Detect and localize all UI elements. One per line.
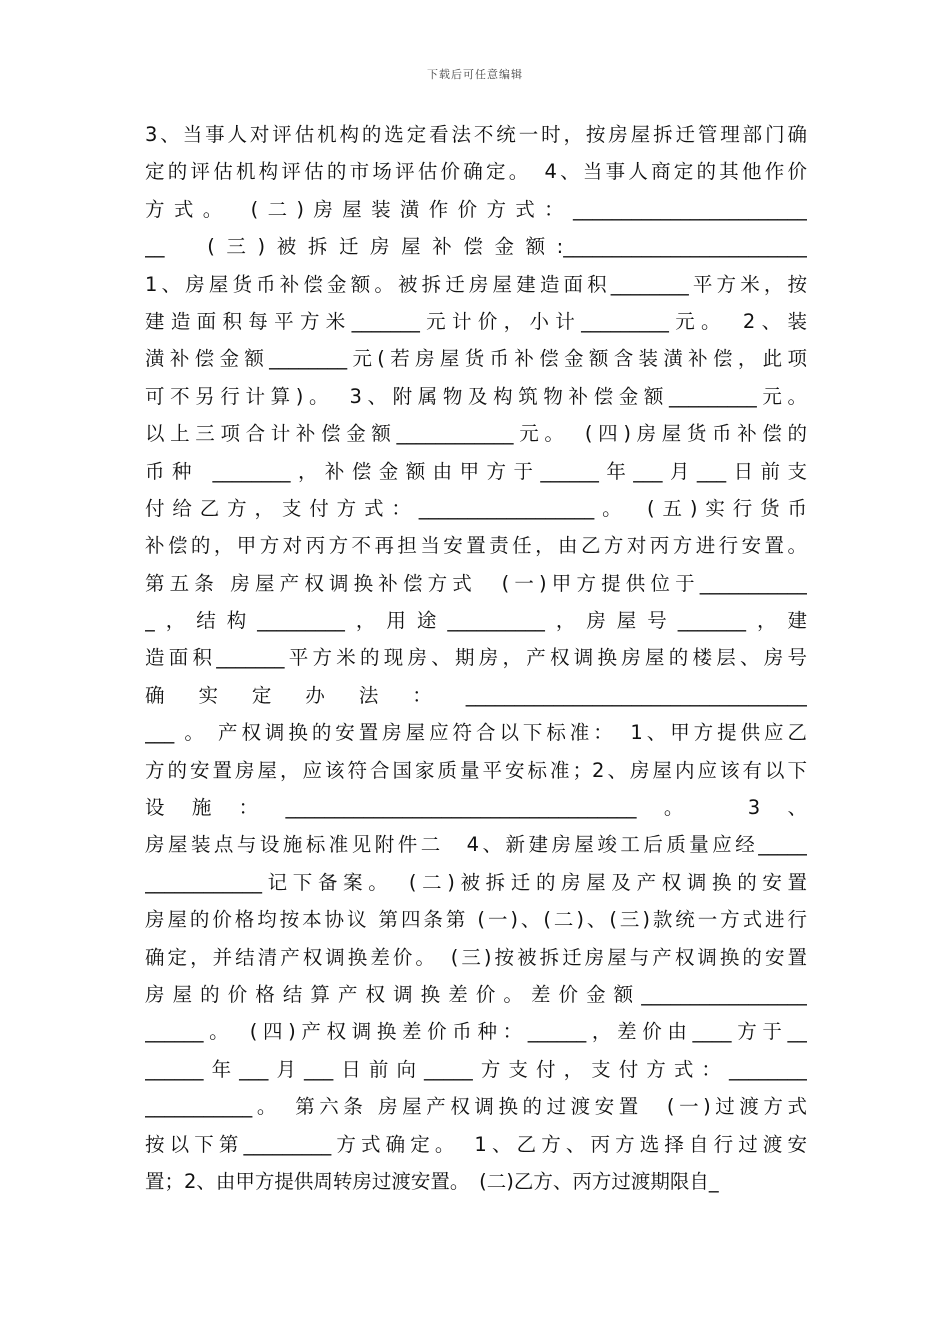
body-line: 补偿的，甲方对丙方不再担当安置责任，由乙方对丙方进行安置。 bbox=[145, 534, 807, 558]
body-line: ___________。 第六条 房屋产权调换的过渡安置 (一)过渡方式 bbox=[145, 1095, 807, 1119]
body-line: 可不另行计算)。 3、附属物及构筑物补偿金额_________元。 bbox=[145, 384, 807, 408]
document-body bbox=[145, 116, 807, 1200]
body-line: 建造面积每平方米_______元计价，小计_________元。 2、装 bbox=[145, 309, 807, 333]
body-line: 房屋装点与设施标准见附件二 4、新建房屋竣工后质量应经_____ bbox=[145, 833, 807, 857]
body-line: ___ 。 产权调换的安置房屋应符合以下标准： 1、甲方提供应乙 bbox=[145, 721, 807, 745]
body-line: ______年___月___日前向_____方支付，支付方式：________ bbox=[145, 1057, 807, 1081]
body-line: 确定，并结清产权调换差价。 (三)按被拆迁房屋与产权调换的安置 bbox=[145, 945, 807, 969]
body-line: 第五条 房屋产权调换补偿方式 (一)甲方提供位于___________ bbox=[145, 571, 807, 595]
body-line: _，结构_________，用途__________，房屋号_______，建 bbox=[145, 609, 807, 633]
body-line: 造面积_______平方米的现房、期房，产权调换房屋的楼层、房号 bbox=[145, 646, 807, 670]
body-line: ____________记下备案。 (二)被拆迁的房屋及产权调换的安置 bbox=[145, 870, 807, 894]
body-line: 3、当事人对评估机构的选定看法不统一时，按房屋拆迁管理部门确 bbox=[145, 123, 807, 146]
body-line: 方式。 (二)房屋装潢作价方式：________________________ bbox=[145, 197, 807, 221]
body-line: 房屋的价格均按本协议 第四条第 (一)、(二)、(三)款统一方式进行 bbox=[145, 908, 807, 932]
body-line: ______。 (四)产权调换差价币种：______，差价由____方于__ bbox=[145, 1020, 807, 1044]
body-line: __ (三)被拆迁房屋补偿金额:_________________________ bbox=[145, 235, 807, 259]
body-line: 按以下第_________方式确定。 1、乙方、丙方选择自行过渡安 bbox=[145, 1132, 807, 1156]
body-line: 房屋的价格结算产权调换差价。差价金额_________________ bbox=[145, 982, 807, 1006]
body-line: 设施：____________________________________。 3、 bbox=[145, 796, 807, 820]
body-line: 确实定办法：___________________________________ bbox=[145, 683, 807, 707]
body-line: 潢补偿金额________元(若房屋货币补偿金额含装潢补偿，此项 bbox=[145, 347, 807, 371]
body-line: 定的评估机构评估的市场评估价确定。 4、当事人商定的其他作价 bbox=[145, 160, 807, 184]
body-line: 币种 ________，补偿金额由甲方于______年___月___日前支 bbox=[145, 459, 807, 483]
page-header-note: 下载后可任意编辑 bbox=[427, 68, 523, 81]
body-line: 1、房屋货币补偿金额。被拆迁房屋建造面积________平方米，按 bbox=[145, 272, 807, 296]
body-line: 以上三项合计补偿金额____________元。 (四)房屋货币补偿的 bbox=[145, 422, 807, 446]
body-line: 付给乙方，支付方式：__________________。 (五)实行货币 bbox=[145, 496, 807, 520]
body-line: 方的安置房屋，应该符合国家质量平安标准；2、房屋内应该有以下 bbox=[145, 758, 807, 782]
body-line: 置；2、由甲方提供周转房过渡安置。 (二)乙方、丙方过渡期限自_ bbox=[145, 1169, 719, 1193]
